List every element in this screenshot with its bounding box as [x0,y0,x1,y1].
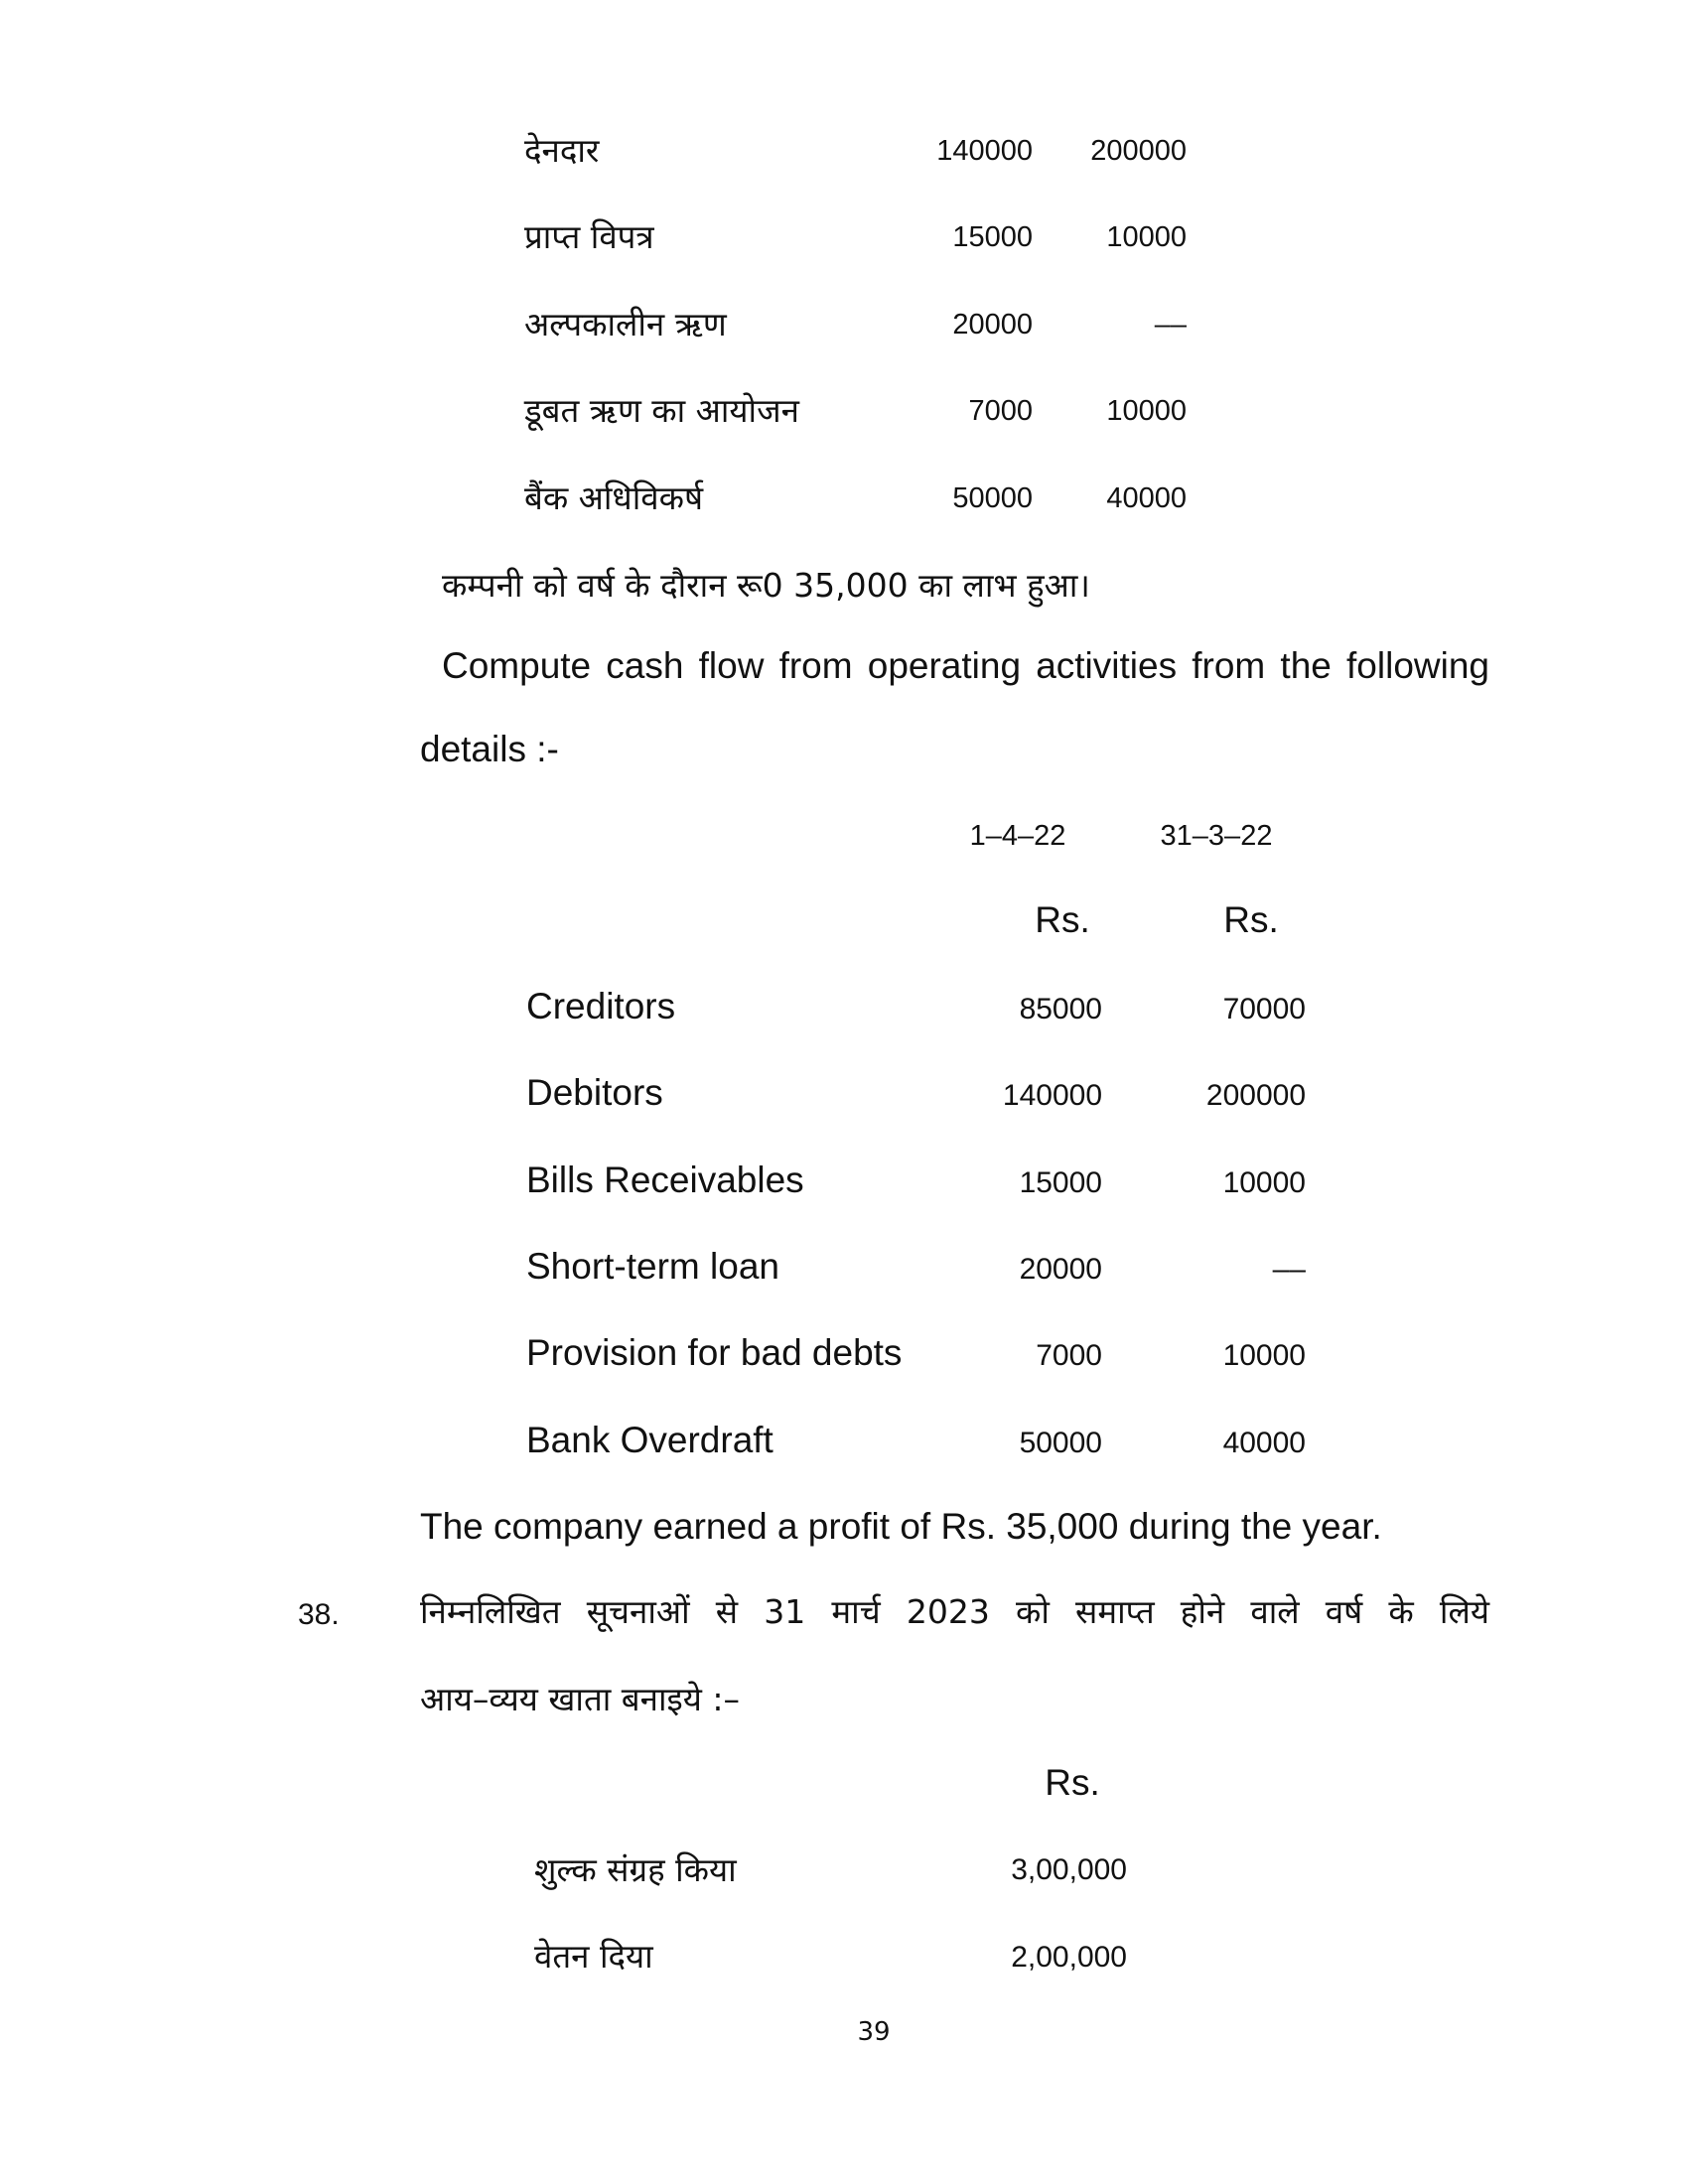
table-row-value-2: 200000 [1205,1079,1306,1112]
hindi-row-label: प्राप्त विपत्र [524,217,654,256]
column-date-2: 31–3–22 [1160,820,1273,852]
hindi-profit-note: कम्पनी को वर्ष के दौरान रू0 35,000 का लाभ हुआ। [442,566,1090,605]
table-row-label: Bank Overdraft [526,1420,774,1460]
table-row-value-2: 10000 [1222,1166,1306,1199]
account-row-label: वेतन दिया [534,1937,653,1976]
hindi-row-label: बैंक अधिविकर्ष [524,478,704,517]
hindi-row-value-1: 15000 [952,221,1033,253]
hindi-row-value-2: 10000 [1106,221,1187,253]
hindi-row-value-1: 20000 [952,309,1033,341]
table-row-value-1: 85000 [1019,993,1102,1025]
column-unit-1: Rs. [1035,899,1090,940]
question-38-line-2: आय–व्यय खाता बनाइये :– [420,1680,740,1718]
question-text-line-1: Compute cash flow from operating activities from the following [442,645,1489,686]
account-row-value: 3,00,000 [1011,1853,1127,1886]
hindi-row-value-1: 7000 [968,395,1033,427]
table-row-value-1: 7000 [1036,1339,1102,1372]
hindi-row-value-1: 50000 [952,482,1033,514]
hindi-row-value-2: 10000 [1106,395,1187,427]
hindi-row-value-2: 40000 [1106,482,1187,514]
table-row-value-2: 70000 [1222,993,1306,1025]
table-row-value-1: 20000 [1019,1253,1102,1286]
table-row-value-2: –– [1272,1253,1306,1286]
table-row-label: Debitors [526,1072,663,1113]
question-number: 38. [298,1598,340,1631]
account-row-label: शुल्क संग्रह किया [534,1850,737,1889]
table-row-label: Creditors [526,986,676,1026]
table-row-value-1: 15000 [1019,1166,1102,1199]
profit-note: The company earned a profit of Rs. 35,000 during the year. [420,1506,1382,1547]
table-row-value-2: 10000 [1222,1339,1306,1372]
hindi-row-label: देनदार [524,131,600,170]
hindi-row-label: डूबत ऋण का आयोजन [524,391,799,430]
column-unit: Rs. [1045,1762,1100,1803]
question-text-line-2: details :- [420,729,559,769]
table-row-value-1: 140000 [1002,1079,1102,1112]
hindi-row-value-1: 140000 [936,135,1033,167]
table-row-value-2: 40000 [1222,1427,1306,1459]
hindi-row-value-2: 200000 [1090,135,1187,167]
table-row-label: Provision for bad debts [526,1332,903,1373]
table-row-value-1: 50000 [1019,1427,1102,1459]
table-row-label: Bills Receivables [526,1160,804,1200]
hindi-row-label: अल्पकालीन ऋण [524,305,727,343]
table-row-label: Short-term loan [526,1246,779,1287]
column-date-1: 1–4–22 [969,820,1066,852]
hindi-row-value-2: –– [1154,309,1187,341]
account-row-value: 2,00,000 [1011,1941,1127,1974]
page-number: 39 [857,2017,891,2047]
question-38-line-1: निम्नलिखित सूचनाओं से 31 मार्च 2023 को समाप्त होने वाले वर्ष के लिये [420,1592,1489,1631]
column-unit-2: Rs. [1223,899,1279,940]
